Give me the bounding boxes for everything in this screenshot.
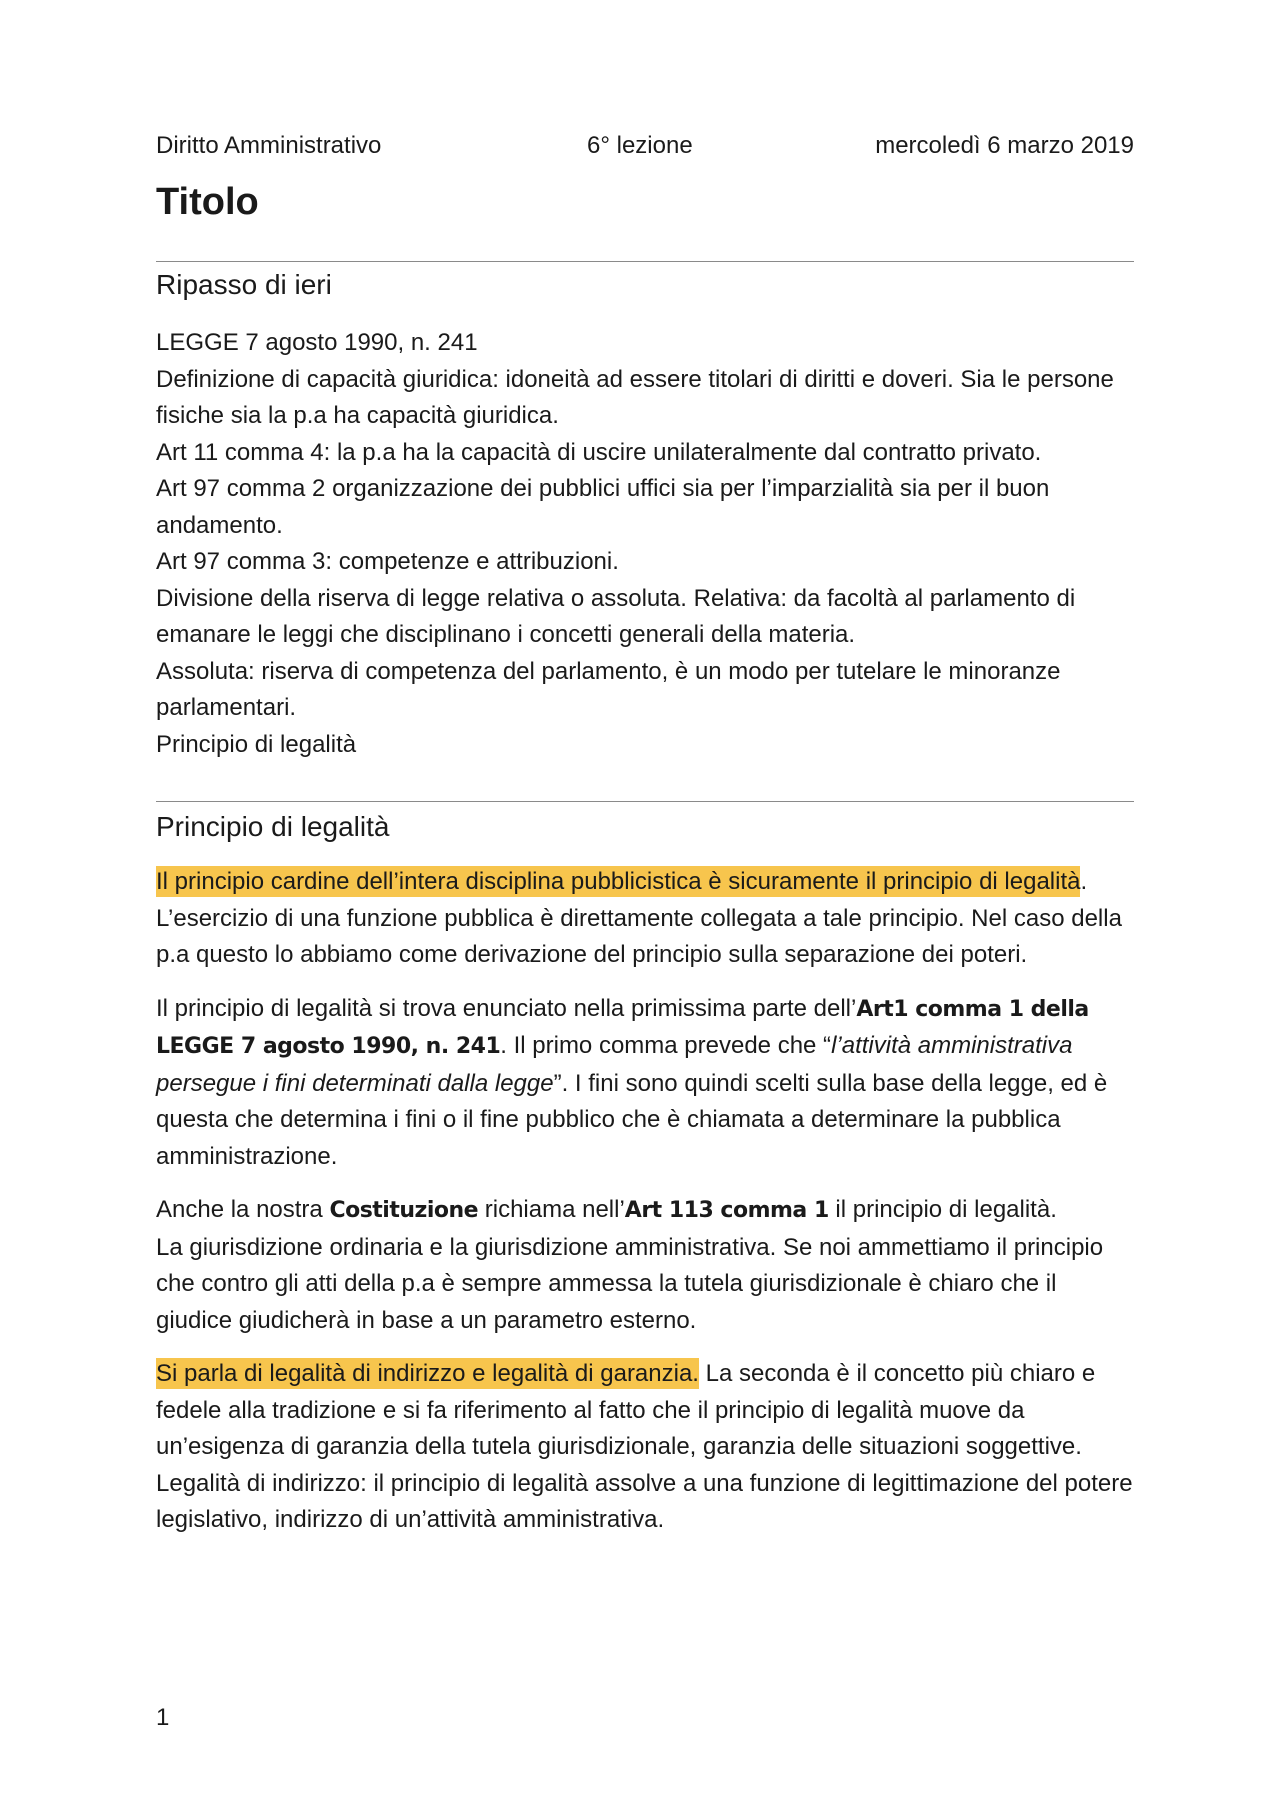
paragraph: Art 11 comma 4: la p.a ha la capacità di uscire unilateralmente dal contratto privato.: [156, 438, 1042, 466]
paragraph: Definizione di capacità giuridica: idoneità ad essere titolari di diritti e doveri. Sia le persone fisiche sia la p.a ha capacità giuridica.: [156, 365, 1114, 429]
course-name: Diritto Amministrativo: [156, 132, 382, 159]
section-body-ripasso: [156, 325, 1134, 763]
paragraph: Art 97 comma 2 organizzazione dei pubblici uffici sia per l’imparzialità sia per il buon andamento.: [156, 475, 1050, 539]
italic-quote: l’attività amministrativa persegue i fini determinati dalla legge: [156, 1032, 1073, 1097]
paragraph: Il principio cardine dell’intera disciplina pubblicistica è sicuramente il principio di legalità. L’esercizio di una funzione pubblica è direttamente collegata a tale principio. Nel caso della p.a questo lo abbiamo come derivazione del principio sulla separazione dei poteri.: [156, 868, 1122, 968]
paragraph: Assoluta: riserva di competenza del parlamento, è un modo per tutelare le minoranze parlamentari.: [156, 657, 1061, 721]
paragraph: Legalità di indirizzo: il principio di legalità assolve a una funzione di legittimazione del potere legislativo, indirizzo di un’attività amministrativa.: [156, 1469, 1133, 1533]
paragraph: La giurisdizione ordinaria e la giurisdizione amministrativa. Se noi ammettiamo il principio che contro gli atti della p.a è sempre ammessa la tutela giurisdizionale è chiaro che il giudice giudicherà in base a un parametro esterno.: [156, 1233, 1104, 1334]
highlighted-text: Il principio cardine dell’intera disciplina pubblicistica è sicuramente il principio di legalità: [156, 868, 1081, 895]
page-header: [156, 128, 1134, 164]
section-heading-ripasso: Ripasso di ieri: [156, 269, 332, 300]
paragraph: Si parla di legalità di indirizzo e legalità di garanzia. La seconda è il concetto più chiaro e fedele alla tradizione e si fa riferimento al fatto che il principio di legalità muove da un’esigenza di garanzia della tutela giurisdizionale, garanzia delle situazioni soggettive.: [156, 1360, 1096, 1460]
section-body-legalita: [156, 864, 1134, 1539]
paragraph: Il principio di legalità si trova enunciato nella primissima parte dell’Art1 comma 1 della LEGGE 7 agosto 1990, n. 241. Il primo comma prevede che “l’attività amministrativa persegue i fini determinati dalla legge”. I fini sono quindi scelti sulla base della legge, ed è questa che determina i fini o il fine pubblico che è chiamata a determinare la pubblica amministrazione.: [156, 994, 1108, 1170]
paragraph: Anche la nostra Costituzione richiama nell’Art 113 comma 1 il principio di legalità.: [156, 1196, 1057, 1223]
lesson-number: 6° lezione: [587, 132, 693, 159]
bold-reference: Art 113 comma 1: [624, 1198, 829, 1223]
paragraph: Principio di legalità: [156, 730, 357, 758]
page-title: Titolo: [156, 181, 259, 223]
section-divider: [156, 261, 1134, 262]
section-heading-legalita: Principio di legalità: [156, 811, 390, 842]
bold-reference: Costituzione: [329, 1198, 479, 1223]
page-number: 1: [156, 1704, 170, 1731]
bold-reference: Art1 comma 1 della LEGGE 7 agosto 1990, n. 241: [156, 996, 1089, 1059]
paragraph: LEGGE 7 agosto 1990, n. 241: [156, 329, 478, 356]
paragraph: Art 97 comma 3: competenze e attribuzioni.: [156, 548, 619, 575]
paragraph: Divisione della riserva di legge relativa o assoluta. Relativa: da facoltà al parlamento di emanare le leggi che disciplinano i concetti generali della materia.: [156, 584, 1076, 648]
lesson-date: mercoledì 6 marzo 2019: [875, 132, 1134, 159]
section-divider: [156, 801, 1134, 802]
highlighted-text: Si parla di legalità di indirizzo e legalità di garanzia.: [156, 1360, 699, 1387]
